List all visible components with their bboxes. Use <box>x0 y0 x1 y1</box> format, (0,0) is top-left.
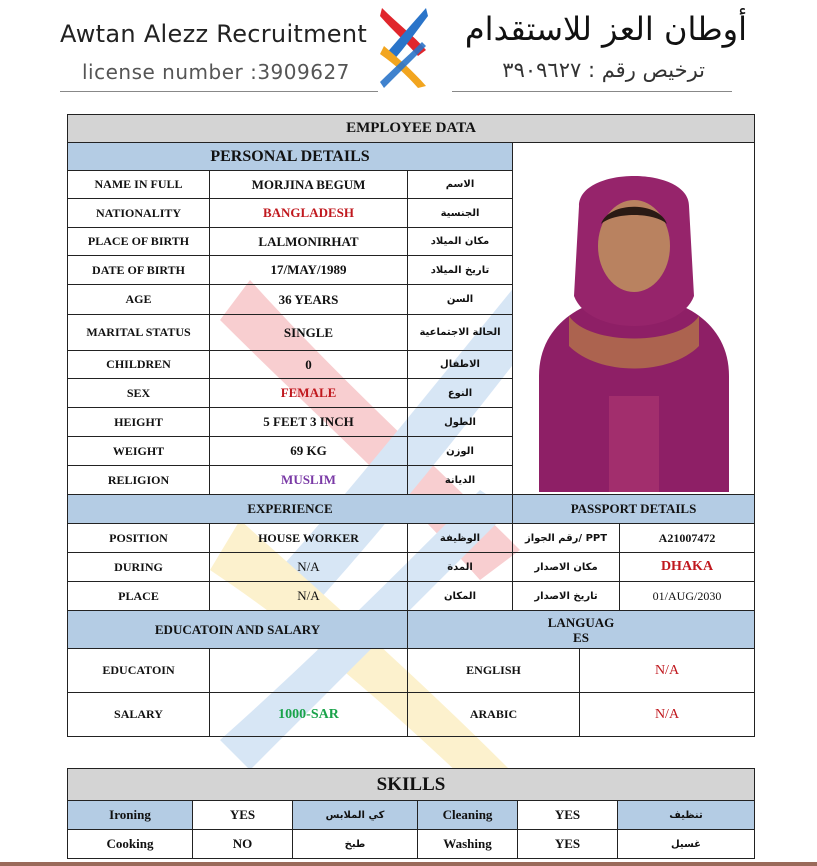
skill-cooking-value: NO <box>193 830 293 859</box>
nationality-label-arabic: الجنسية <box>408 199 513 228</box>
skill-washing-value: YES <box>518 830 618 859</box>
employee-data-title: EMPLOYEE DATA <box>68 115 755 143</box>
skills-row <box>68 801 755 830</box>
passport-number-value: A21007472 <box>620 524 755 553</box>
children-label-arabic: الاطفال <box>408 351 513 379</box>
nationality-value: BANGLADESH <box>210 199 408 228</box>
passport-details-heading: PASSPORT DETAILS <box>513 495 755 524</box>
skill-cleaning-label-arabic: تنظيف <box>618 801 755 830</box>
passport-number-label: PPT /رقم الجواز <box>513 524 620 553</box>
during-label-arabic: المدة <box>408 553 513 582</box>
brand-name-arabic: أوطان العز للاستقدام <box>464 10 747 48</box>
employee-photo <box>519 146 749 492</box>
salary-value: 1000-SAR <box>210 693 408 737</box>
name-label: NAME IN FULL <box>68 171 210 199</box>
position-label-arabic: الوظيفة <box>408 524 513 553</box>
experience-row <box>68 553 755 582</box>
photo-cell <box>513 143 755 495</box>
languages-heading <box>408 611 755 649</box>
experience-heading: EXPERIENCE <box>68 495 513 524</box>
skills-heading: SKILLS <box>68 769 755 801</box>
during-label: DURING <box>68 553 210 582</box>
skill-ironing-label: Ironing <box>68 801 193 830</box>
skill-cooking-label-arabic: طبخ <box>293 830 418 859</box>
place-of-birth-label-arabic: مكان الميلاد <box>408 228 513 256</box>
salary-row <box>68 693 755 737</box>
weight-value: 69 KG <box>210 437 408 466</box>
license-number-english: license number :3909627 <box>82 60 350 84</box>
personal-details-heading: PERSONAL DETAILS <box>68 143 513 171</box>
skill-ironing-value: YES <box>193 801 293 830</box>
height-label-arabic: الطول <box>408 408 513 437</box>
date-of-birth-label: DATE OF BIRTH <box>68 256 210 285</box>
position-label: POSITION <box>68 524 210 553</box>
education-salary-heading: EDUCATOIN AND SALARY <box>68 611 408 649</box>
nationality-label: NATIONALITY <box>68 199 210 228</box>
salary-label: SALARY <box>68 693 210 737</box>
skill-cleaning-label: Cleaning <box>418 801 518 830</box>
english-label: ENGLISH <box>408 649 580 693</box>
employee-data-table <box>67 114 755 737</box>
skill-washing-label-arabic: غسيل <box>618 830 755 859</box>
age-label-arabic: السن <box>408 285 513 315</box>
age-label: AGE <box>68 285 210 315</box>
sex-label: SEX <box>68 379 210 408</box>
english-value: N/A <box>580 649 755 693</box>
company-logo-icon <box>378 6 430 90</box>
religion-value: MUSLIM <box>210 466 408 495</box>
header-divider-right <box>452 91 732 92</box>
children-label: CHILDREN <box>68 351 210 379</box>
languages-heading-line2: ES <box>573 629 589 645</box>
place-of-issue-label: مكان الاصدار <box>513 553 620 582</box>
education-row <box>68 649 755 693</box>
weight-label: WEIGHT <box>68 437 210 466</box>
issue-date-value: 01/AUG/2030 <box>620 582 755 611</box>
page-bottom-border <box>0 862 817 866</box>
skills-table <box>67 768 755 859</box>
education-label: EDUCATOIN <box>68 649 210 693</box>
during-value: N/A <box>210 553 408 582</box>
skill-cleaning-value: YES <box>518 801 618 830</box>
skill-washing-label: Washing <box>418 830 518 859</box>
age-value: 36 YEARS <box>210 285 408 315</box>
marital-status-label: MARITAL STATUS <box>68 315 210 351</box>
religion-label-arabic: الديانة <box>408 466 513 495</box>
name-label-arabic: الاسم <box>408 171 513 199</box>
date-of-birth-value: 17/MAY/1989 <box>210 256 408 285</box>
place-value: N/A <box>210 582 408 611</box>
arabic-label: ARABIC <box>408 693 580 737</box>
place-label: PLACE <box>68 582 210 611</box>
religion-label: RELIGION <box>68 466 210 495</box>
weight-label-arabic: الوزن <box>408 437 513 466</box>
education-value <box>210 649 408 693</box>
place-of-issue-value: DHAKA <box>620 553 755 582</box>
place-of-birth-value: LALMONIRHAT <box>210 228 408 256</box>
marital-status-value: SINGLE <box>210 315 408 351</box>
issue-date-label: تاريخ الاصدار <box>513 582 620 611</box>
sex-value: FEMALE <box>210 379 408 408</box>
place-of-birth-label: PLACE OF BIRTH <box>68 228 210 256</box>
children-value: 0 <box>210 351 408 379</box>
experience-row <box>68 582 755 611</box>
marital-status-label-arabic: الحالة الاجتماعية <box>408 315 513 351</box>
skill-ironing-label-arabic: كي الملابس <box>293 801 418 830</box>
header-divider-left <box>60 91 378 92</box>
position-value: HOUSE WORKER <box>210 524 408 553</box>
languages-heading-line1: LANGUAG <box>547 614 615 630</box>
skills-row <box>68 830 755 859</box>
brand-name-english: Awtan Alezz Recruitment <box>60 20 368 48</box>
skill-cooking-label: Cooking <box>68 830 193 859</box>
experience-row <box>68 524 755 553</box>
arabic-value: N/A <box>580 693 755 737</box>
height-label: HEIGHT <box>68 408 210 437</box>
name-value: MORJINA BEGUM <box>210 171 408 199</box>
sex-label-arabic: النوع <box>408 379 513 408</box>
height-value: 5 FEET 3 INCH <box>210 408 408 437</box>
place-label-arabic: المكان <box>408 582 513 611</box>
date-of-birth-label-arabic: تاريخ الميلاد <box>408 256 513 285</box>
license-number-arabic: ترخيص رقم : ٣٩٠٩٦٢٧ <box>502 58 705 82</box>
